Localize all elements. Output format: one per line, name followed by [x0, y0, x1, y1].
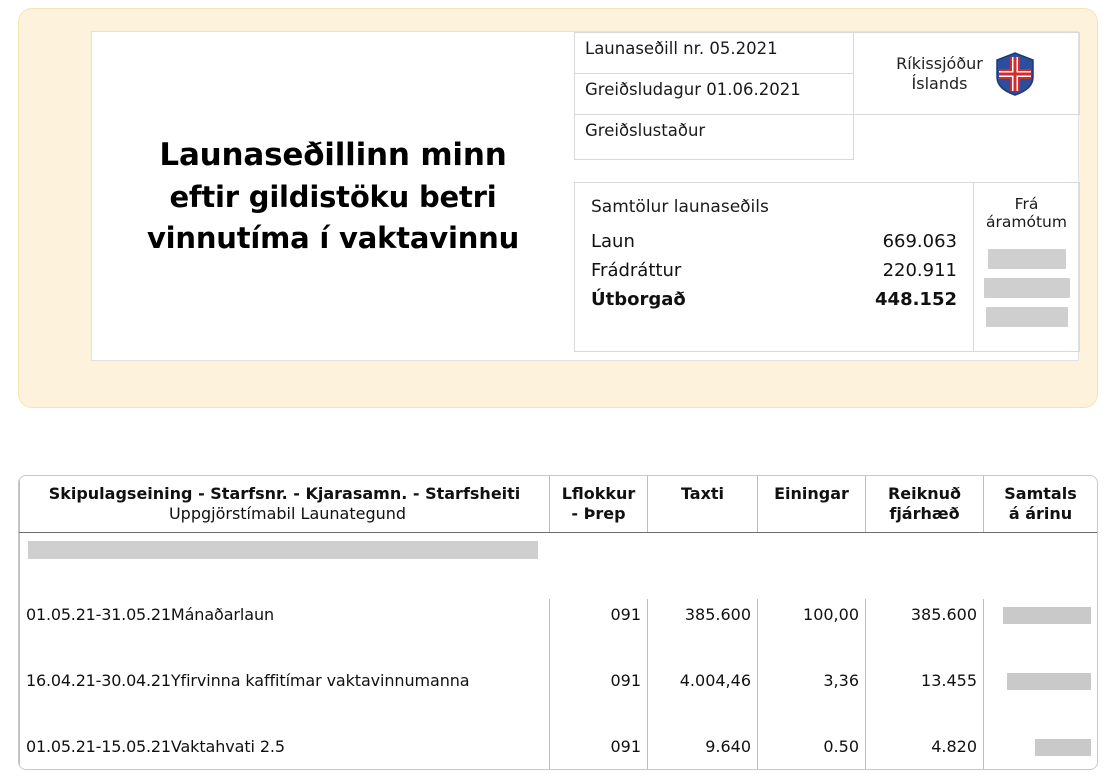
cell-lflokkur: 091: [550, 731, 648, 770]
column-header-reiknud-fjarhaed: [866, 476, 984, 533]
payslip-number: Launaseðill nr. 05.2021: [574, 32, 854, 74]
totals-row: [591, 231, 957, 252]
column-header-line-1: Lflokkur: [561, 484, 636, 503]
totals-value: 669.063: [882, 231, 957, 252]
table-row: [20, 731, 1098, 770]
payslip-header-card: [18, 8, 1098, 408]
table-row: [20, 665, 1098, 731]
year-to-date-title: Frá áramótum: [986, 195, 1067, 231]
totals-label: Útborgað: [591, 289, 686, 310]
issuer-line-2: Íslands: [911, 73, 968, 93]
payment-place: Greiðslustaður: [574, 114, 854, 160]
redaction-block: [1003, 607, 1091, 624]
table-row: [20, 599, 1098, 665]
column-header-line-2: - Þrep: [571, 503, 626, 523]
totals-row: [591, 260, 957, 281]
slide-title-line-1: Launaseðillinn minn: [159, 136, 507, 173]
column-header-line-2: Uppgjörstímabil Launategund: [168, 503, 407, 523]
cell-lflokkur: 091: [550, 665, 648, 731]
cell-samtals-a-arinu: [984, 731, 1098, 770]
column-header-line-1: Reiknuð: [887, 484, 962, 503]
table-header-row: [20, 476, 1098, 533]
column-header-line-2: fjárhæð: [889, 503, 960, 523]
column-header-description: [20, 476, 550, 533]
line-period: 01.05.21-31.05.21: [26, 605, 171, 625]
column-header-lflokkur: [550, 476, 648, 533]
payslip-paper: [91, 31, 1079, 361]
column-header-taxti: [648, 476, 758, 533]
payslip-lines-card: [18, 475, 1098, 770]
totals-title: Samtölur launaseðils: [591, 197, 769, 217]
iceland-coat-of-arms-icon: [993, 51, 1037, 97]
cell-samtals-a-arinu: [984, 665, 1098, 731]
cell-reiknud-fjarhaed: 4.820: [866, 731, 984, 770]
line-period: 01.05.21-15.05.21: [26, 737, 171, 757]
payment-date: Greiðsludagur 01.06.2021: [574, 73, 854, 115]
cell-reiknud-fjarhaed: 385.600: [866, 599, 984, 665]
column-header-einingar: [758, 476, 866, 533]
column-header-line-1: Einingar: [774, 484, 849, 503]
totals-row-net: [591, 289, 957, 310]
totals-value: 448.152: [875, 289, 957, 310]
column-header-line-1: Samtals: [1004, 484, 1077, 503]
redaction-block: [988, 249, 1066, 269]
cell-einingar: 100,00: [758, 599, 866, 665]
totals-box: [574, 182, 974, 352]
cell-description: [20, 599, 550, 665]
column-header-line-1: Skipulagseining - Starfsnr. - Kjarasamn. - Starfsheiti: [48, 484, 521, 503]
totals-label: Laun: [591, 231, 635, 252]
slide-title: [92, 32, 574, 360]
redaction-block: [984, 278, 1070, 298]
totals-value: 220.911: [882, 260, 957, 281]
cell-samtals-a-arinu: [984, 599, 1098, 665]
cell-taxti: 385.600: [648, 599, 758, 665]
line-description: Mánaðarlaun: [170, 605, 275, 625]
redaction-block: [20, 533, 1098, 600]
cell-taxti: 4.004,46: [648, 665, 758, 731]
issuer-line-1: Ríkissjóður: [896, 53, 983, 73]
year-to-date-redacted-values: [980, 249, 1073, 327]
line-description: Yfirvinna kaffitímar vaktavinnumanna: [170, 671, 470, 691]
column-header-line-1: Taxti: [680, 484, 725, 503]
cell-reiknud-fjarhaed: 13.455: [866, 665, 984, 731]
column-header-line-2: á árinu: [1008, 503, 1073, 523]
cell-taxti: 9.640: [648, 731, 758, 770]
table-row-redacted: [20, 533, 1098, 600]
payslip-lines-table: [19, 476, 1098, 770]
totals-label: Frádráttur: [591, 260, 682, 281]
cell-einingar: 3,36: [758, 665, 866, 731]
redaction-block: [1007, 673, 1091, 690]
cell-description: [20, 731, 550, 770]
cell-einingar: 0.50: [758, 731, 866, 770]
cell-lflokkur: 091: [550, 599, 648, 665]
payslip-info-area: [574, 32, 1078, 360]
column-header-samtals-a-arinu: [984, 476, 1098, 533]
slide-title-line-2: eftir gildistöku betri: [169, 179, 497, 214]
cell-description: [20, 665, 550, 731]
slide-title-line-3: vinnutíma í vaktavinnu: [146, 221, 520, 255]
line-description: Vaktahvati 2.5: [170, 737, 285, 757]
redaction-block: [1035, 739, 1091, 756]
year-to-date-box: [973, 182, 1080, 352]
issuer-block: [853, 32, 1080, 115]
line-period: 16.04.21-30.04.21: [26, 671, 171, 691]
redaction-block: [986, 307, 1068, 327]
